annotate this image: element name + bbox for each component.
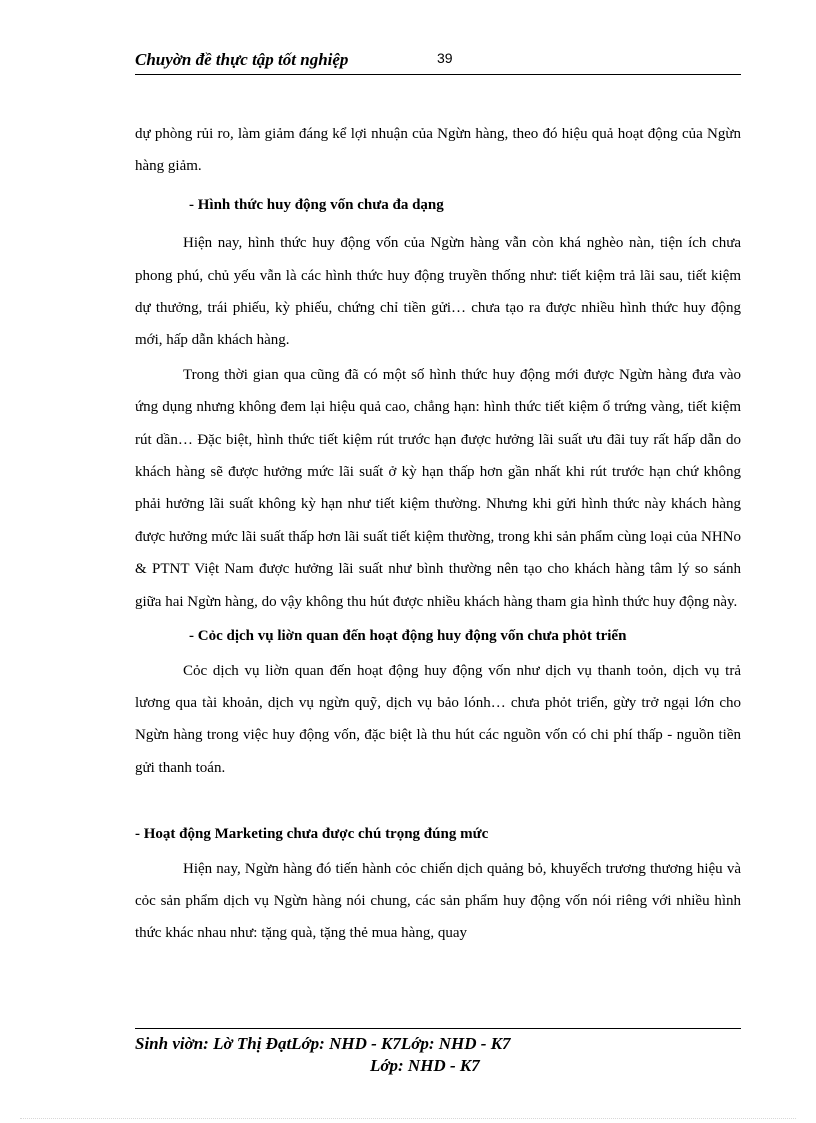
header-title: Chuyờn đề thực tập tốt nghiệp (135, 50, 349, 69)
page-footer (135, 1028, 741, 1077)
section-heading-related-services: - Cỏc dịch vụ liờn quan đến hoạt động huy động vốn chưa phỏt triển (189, 628, 627, 645)
footer-class-line: Lớp: NHD - K7 (370, 1056, 480, 1075)
paragraph-continuation: dự phòng rủi ro, làm giảm đáng kể lợi nhuận của Ngừn hàng, theo đó hiệu quả hoạt động của Ngừn hàng giảm. (135, 126, 741, 175)
page-number: 39 (437, 50, 453, 66)
paragraph-related-services: Cỏc dịch vụ liờn quan đến hoạt động huy động vốn như dịch vụ thanh toỏn, dịch vụ trả lương qua tài khoản, dịch vụ ngừn quỹ, dịch vụ bảo lónh… chưa phỏt triển, gừy trở ngại lớn cho Ngừn hàng trong việc huy động vốn, đặc biệt là thu hút các nguồn vốn có chi phí thấp - nguồn tiền gửi thanh toán. (135, 662, 741, 776)
page-boundary-divider (20, 1118, 796, 1119)
page-header (135, 48, 741, 75)
paragraph-deposit-forms: Hiện nay, hình thức huy động vốn của Ngừn hàng vẫn còn khá nghèo nàn, tiện ích chưa phong phú, chủ yếu vẫn là các hình thức huy động truyền thống như: tiết kiệm trả lãi sau, tiết kiệm dự thưởng, trái phiếu, kỳ phiếu, chứng chỉ tiền gửi… chưa tạo ra được nhiều hình thức huy động mới, hấp dẫn khách hàng. (135, 235, 741, 349)
paragraph-new-deposit-forms: Trong thời gian qua cũng đã có một số hình thức huy động mới được Ngừn hàng đưa vào ứng dụng nhưng không đem lại hiệu quả cao, chẳng hạn: hình thức tiết kiệm ổ trứng vàng, tiết kiệm rút dần… Đặc biệt, hình thức tiết kiệm rút trước hạn được hưởng lãi suất ưu đãi tuy rất hấp dẫn do khách hàng sẽ được hưởng mức lãi suất ở kỳ hạn thấp hơn gần nhất khi rút trước hạn chứ không phải hưởng lãi suất không kỳ hạn như tiết kiệm thường. Nhưng khi gửi hình thức này khách hàng được hưởng mức lãi suất thấp hơn lãi suất tiết kiệm thường, trong khi sản phẩm cùng loại của NHNo & PTNT Việt Nam được hưởng lãi suất như bình thường nên tạo cho khách hàng tâm lý so sánh giữa hai Ngừn hàng, do vậy không thu hút được nhiều khách hàng tham gia hình thức huy động này. (135, 366, 741, 610)
footer-student-line: Sinh viờn: Lờ Thị ĐạtLớp: NHD - K7Lớp: NHD - K7 (135, 1034, 511, 1053)
document-body (135, 118, 741, 950)
section-heading-deposit-forms: - Hình thức huy động vốn chưa đa dạng (189, 196, 444, 213)
paragraph-marketing: Hiện nay, Ngừn hàng đó tiến hành cỏc chiến dịch quảng bỏ, khuyếch trương thương hiệu và cỏc sản phẩm dịch vụ Ngừn hàng nói chung, các sản phẩm huy động vốn nói riêng với nhiều hình thức khác nhau như: tặng quà, tặng thẻ mua hàng, quay (135, 860, 741, 942)
section-heading-marketing: - Hoạt động Marketing chưa được chú trọng đúng mức (135, 826, 489, 843)
